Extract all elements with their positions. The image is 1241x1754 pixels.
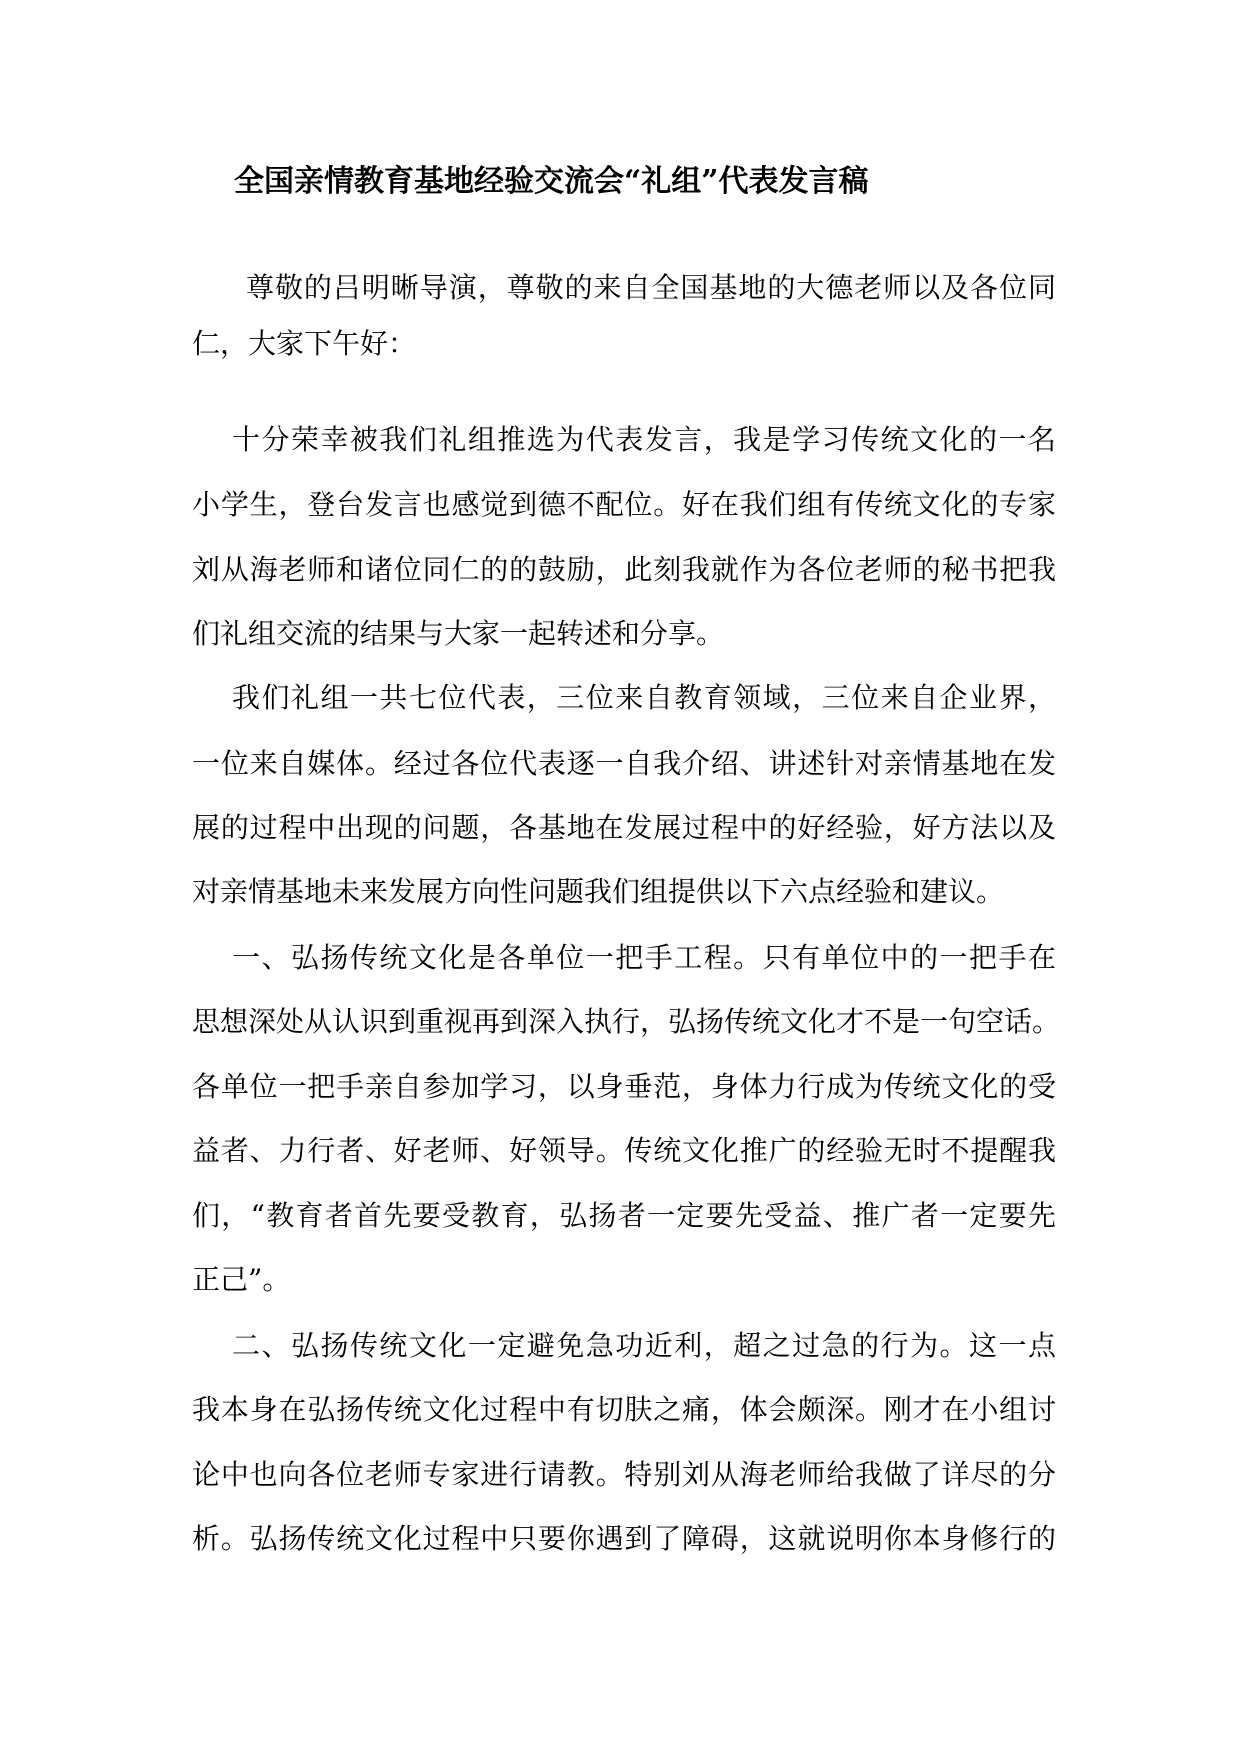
paragraph-line: 们，“教育者首先要受教育，弘扬者一定要先受益、推广者一定要先 bbox=[192, 1199, 1056, 1232]
paragraph-line: 一位来自媒体。经过各位代表逐一自我介绍、讲述针对亲情基地在发 bbox=[192, 747, 1056, 780]
paragraph-line: 一、弘扬传统文化是各单位一把手工程。只有单位中的一把手在 bbox=[232, 941, 1056, 974]
paragraph-line: 我们礼组一共七位代表，三位来自教育领域，三位来自企业界， bbox=[232, 681, 1056, 714]
paragraph-line: 尊敬的吕明晰导演，尊敬的来自全国基地的大德老师以及各位同 bbox=[246, 271, 1056, 304]
paragraph-line: 思想深处从认识到重视再到深入执行，弘扬传统文化才不是一句空话。 bbox=[192, 1005, 1061, 1038]
paragraph-line: 们礼组交流的结果与大家一起转述和分享。 bbox=[192, 617, 725, 650]
paragraph-line: 展的过程中出现的问题，各基地在发展过程中的好经验，好方法以及 bbox=[192, 811, 1056, 844]
paragraph-line: 十分荣幸被我们礼组推选为代表发言，我是学习传统文化的一名 bbox=[232, 423, 1056, 456]
paragraph-line: 小学生，登台发言也感觉到德不配位。好在我们组有传统文化的专家 bbox=[192, 488, 1056, 521]
paragraph-line: 对亲情基地未来发展方向性问题我们组提供以下六点经验和建议。 bbox=[192, 875, 1005, 908]
document-title: 全国亲情教育基地经验交流会“礼组”代表发言稿 bbox=[234, 164, 869, 199]
paragraph-line: 析。弘扬传统文化过程中只要你遇到了障碍，这就说明你本身修行的 bbox=[192, 1522, 1056, 1555]
paragraph-line: 刘从海老师和诸位同仁的的鼓励，此刻我就作为各位老师的秘书把我 bbox=[192, 553, 1056, 586]
paragraph-line: 二、弘扬传统文化一定避免急功近利，超之过急的行为。这一点 bbox=[232, 1329, 1056, 1362]
paragraph-line: 我本身在弘扬传统文化过程中有切肤之痛，体会颇深。刚才在小组讨 bbox=[192, 1393, 1056, 1426]
paragraph-line: 仁，大家下午好： bbox=[192, 327, 417, 360]
paragraph-line: 论中也向各位老师专家进行请教。特别刘从海老师给我做了详尽的分 bbox=[192, 1458, 1056, 1491]
paragraph-line: 各单位一把手亲自参加学习，以身垂范，身体力行成为传统文化的受 bbox=[192, 1070, 1056, 1103]
paragraph-line: 益者、力行者、好老师、好领导。传统文化推广的经验无时不提醒我 bbox=[192, 1134, 1056, 1167]
paragraph-line: 正己”。 bbox=[192, 1263, 291, 1296]
